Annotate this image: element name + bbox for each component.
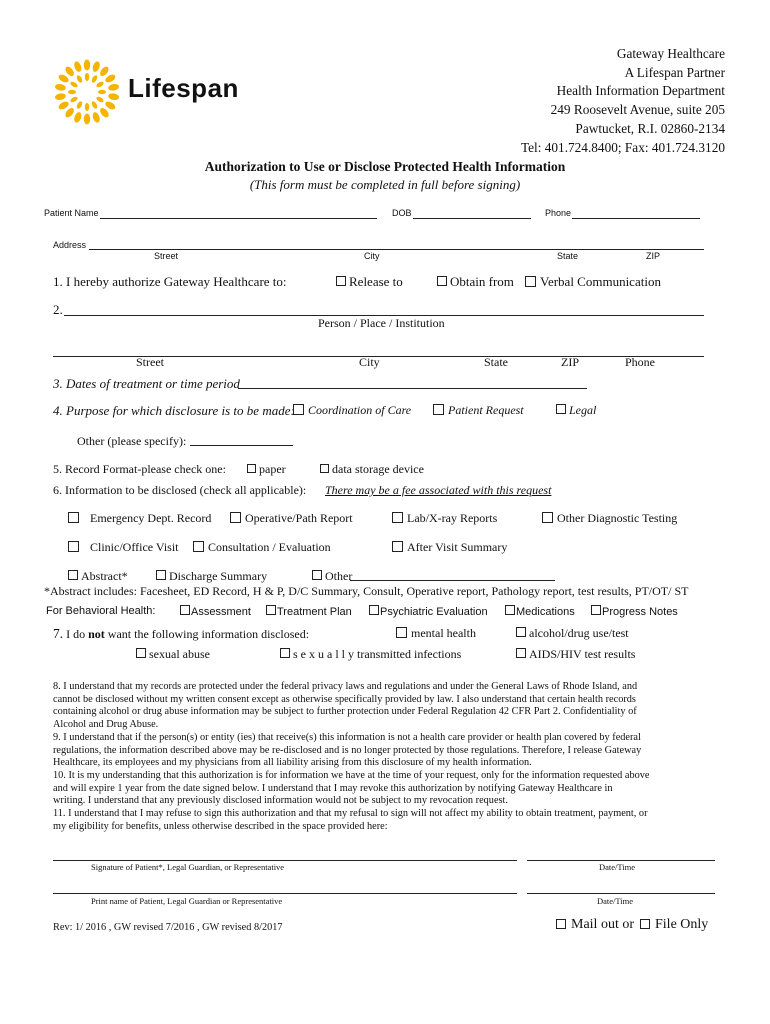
address-line: Pawtucket, R.I. 02860-2134 [575,120,725,136]
form-subtitle: (This form must be completed in full before signing) [249,177,521,192]
mail-out-option[interactable]: Mail out or [556,917,634,933]
lab-xray-option[interactable]: Lab/X-ray Reports [392,511,497,526]
paragraph-line: and will expire 1 year from the date signed below. I understand that I may revoke this authorization by notifying Gateway Healthcare in [53,782,613,794]
checkbox-icon[interactable] [392,512,403,523]
q7-not: not [88,627,105,641]
ed-record-option[interactable]: Emergency Dept. Record [68,511,211,526]
sexual-abuse-option[interactable]: sexual abuse [136,647,210,662]
other-info-field[interactable] [350,580,555,581]
revision-text: Rev: 1/ 2016 , GW revised 7/2016 , GW revised 8/2017 [53,922,283,933]
clinic-visit-option[interactable]: Clinic/Office Visit [68,540,179,555]
discharge-summary-option[interactable]: Discharge Summary [156,569,267,584]
treatment-plan-option[interactable]: Treatment Plan [266,605,352,618]
checkbox-icon[interactable] [180,605,190,615]
q6-text: 6. Information to be disclosed (check all applicable): [53,483,307,497]
q2-state-label: State [484,355,508,369]
checkbox-icon[interactable] [396,627,407,638]
q4-other-label: Other (please specify): [77,434,187,448]
paragraph-line: writing. I understand that any previously disclosed information would not be subject to my revocation request. [53,795,508,807]
obtain-from-option[interactable]: Obtain from [437,274,514,290]
verbal-communication-option[interactable]: Verbal Communication [525,274,661,290]
sti-option[interactable]: s e x u a l l y transmitted infections [280,647,461,662]
dates-field[interactable] [238,388,587,389]
checkbox-icon[interactable] [320,464,329,473]
assessment-option[interactable]: Assessment [180,605,251,618]
logo-text: Lifespan [128,73,239,103]
consultation-option[interactable]: Consultation / Evaluation [193,540,331,555]
date-time-field-2[interactable] [527,893,715,894]
abstract-option[interactable]: Abstract* [68,569,128,584]
paragraph-line: 10. It is my understanding that this authorization is for information we have at the time of your request, only for the information requested above [53,769,650,781]
checkbox-icon[interactable] [516,627,526,637]
paragraph-line: Healthcare, its employees and my physicians from all liability arising from this disclosure of my health information. [53,757,532,769]
checkbox-icon[interactable] [336,276,346,286]
address-line: Gateway Healthcare [616,46,725,61]
checkbox-icon[interactable] [505,605,515,615]
date-time-label-1: Date/Time [599,862,636,872]
legal-paragraphs [53,681,650,833]
checkbox-icon[interactable] [433,404,444,415]
signature-label: Signature of Patient*, Legal Guardian, or Representative [91,862,285,872]
paragraph-line: my eligibility for benefits, unless otherwise described in the space provided here: [53,820,388,832]
checkbox-icon[interactable] [68,541,79,552]
checkbox-icon[interactable] [392,541,403,552]
checkbox-icon[interactable] [280,648,290,658]
release-to-option[interactable]: Release to [336,274,403,290]
logo [47,52,127,132]
address-label: Address [53,240,87,250]
patient-name-label: Patient Name [44,208,99,218]
checkbox-icon[interactable] [591,605,601,615]
q7-text: 7. I do not want the following information disclosed: [53,626,310,641]
address-block [521,45,725,157]
print-name-field[interactable] [53,893,517,894]
checkbox-icon[interactable] [556,404,566,414]
paragraph-line: regulations, the information described above may be re-disclosed and is no longer protected by those regulations. Therefore, I release Gateway [53,744,642,756]
state-label: State [557,251,579,261]
q2-zip-label: ZIP [561,355,579,369]
file-only-option[interactable]: File Only [640,917,708,933]
progress-notes-option[interactable]: Progress Notes [591,605,678,618]
sunburst-icon [47,52,127,132]
checkbox-icon[interactable] [437,276,447,286]
paper-option[interactable]: paper [247,462,286,477]
checkbox-icon[interactable] [136,648,146,658]
checkbox-icon[interactable] [525,276,536,287]
paragraph-line: 11. I understand that I may refuse to sign this authorization and that my refusal to sign will not affect my ability to obtain treatment, payment, or [53,808,648,820]
print-name-label: Print name of Patient, Legal Guardian or Representative [91,896,283,906]
q5-text: 5. Record Format-please check one: [53,462,226,476]
q2-city-label: City [359,355,380,369]
checkbox-icon[interactable] [230,512,241,523]
form-title: Authorization to Use or Disclose Protected Health Information [204,159,566,174]
operative-path-option[interactable]: Operative/Path Report [230,511,353,526]
paragraph-line: cannot be disclosed without my written consent except as otherwise specifically provided by law. I also understand that certain health records [53,693,636,705]
paragraph-line: containing alcohol or drug abuse information may be subject to further protection under Federal Regulation 42 CFR Part 2. Confidentiality of [53,706,637,718]
signature-field[interactable] [53,860,517,861]
other-diagnostic-option[interactable]: Other Diagnostic Testing [542,511,677,526]
behavioral-label: For Behavioral Health: [46,605,156,617]
checkbox-icon[interactable] [193,541,204,552]
checkbox-icon[interactable] [247,464,256,473]
medications-option[interactable]: Medications [505,605,575,618]
q2-street-label: Street [136,355,164,369]
date-time-field-1[interactable] [527,860,715,861]
checkbox-icon[interactable] [156,570,166,580]
paragraph-line: 8. I understand that my records are protected under the federal privacy laws and regulations and under the General Laws of Rhode Island, and [53,681,638,692]
legal-option[interactable]: Legal [556,403,596,418]
checkbox-icon[interactable] [640,919,650,929]
checkbox-icon[interactable] [369,605,379,615]
checkbox-icon[interactable] [293,404,304,415]
address-field[interactable] [89,249,704,250]
address-line: Tel: 401.724.8400; Fax: 401.724.3120 [520,139,725,155]
address-line: Health Information Department [556,83,725,99]
q2-phone-label: Phone [625,355,655,369]
psychiatric-evaluation-option[interactable]: Psychiatric Evaluation [369,605,488,618]
checkbox-icon[interactable] [68,570,78,580]
dob-field[interactable] [413,218,531,219]
checkbox-icon[interactable] [312,570,322,580]
phone-field[interactable] [572,218,700,219]
zip-label: ZIP [646,251,661,261]
after-visit-option[interactable]: After Visit Summary [392,540,507,555]
checkbox-icon[interactable] [542,512,553,523]
patient-name-field[interactable] [100,218,377,219]
q4-other-field[interactable] [190,445,293,446]
aids-hiv-option[interactable]: AIDS/HIV test results [516,647,635,662]
address-line: A Lifespan Partner [624,64,725,80]
patient-request-option[interactable]: Patient Request [433,403,524,418]
city-label: City [364,251,380,261]
alcohol-drug-option[interactable]: alcohol/drug use/test [516,626,629,641]
street-label: Street [154,251,179,261]
checkbox-icon[interactable] [556,919,566,929]
q3-text: 3. Dates of treatment or time period [53,376,240,391]
address-line: 249 Roosevelt Avenue, suite 205 [550,102,725,118]
date-time-label-2: Date/Time [597,896,634,906]
dob-label: DOB [392,208,412,218]
paragraph-line: Alcohol and Drug Abuse. [53,719,159,731]
abstract-note: *Abstract includes: Facesheet, ED Record, H & P, D/C Summary, Consult, Operative report, Pathology report, test results, PT/OT/ ST [44,584,689,598]
q4-text: 4. Purpose for which disclosure is to be made: [53,403,295,418]
data-storage-option[interactable]: data storage device [320,462,424,477]
phone-label: Phone [545,208,572,218]
coordination-of-care-option[interactable]: Coordination of Care [293,403,411,418]
q2-person-label: Person / Place / Institution [318,316,445,330]
checkbox-icon[interactable] [68,512,79,523]
checkbox-icon[interactable] [266,605,276,615]
mental-health-option[interactable]: mental health [396,626,476,641]
checkbox-icon[interactable] [516,648,526,658]
fee-note: There may be a fee associated with this request [325,483,552,497]
q1-text: 1. I hereby authorize Gateway Healthcare to: [53,274,287,289]
q2-number: 2. [53,302,63,317]
paragraph-line: 9. I understand that if the person(s) or entity (ies) that receive(s) this information is not a health care provider or health plan covered by federal [53,731,641,743]
other-option[interactable]: Other [312,569,352,584]
